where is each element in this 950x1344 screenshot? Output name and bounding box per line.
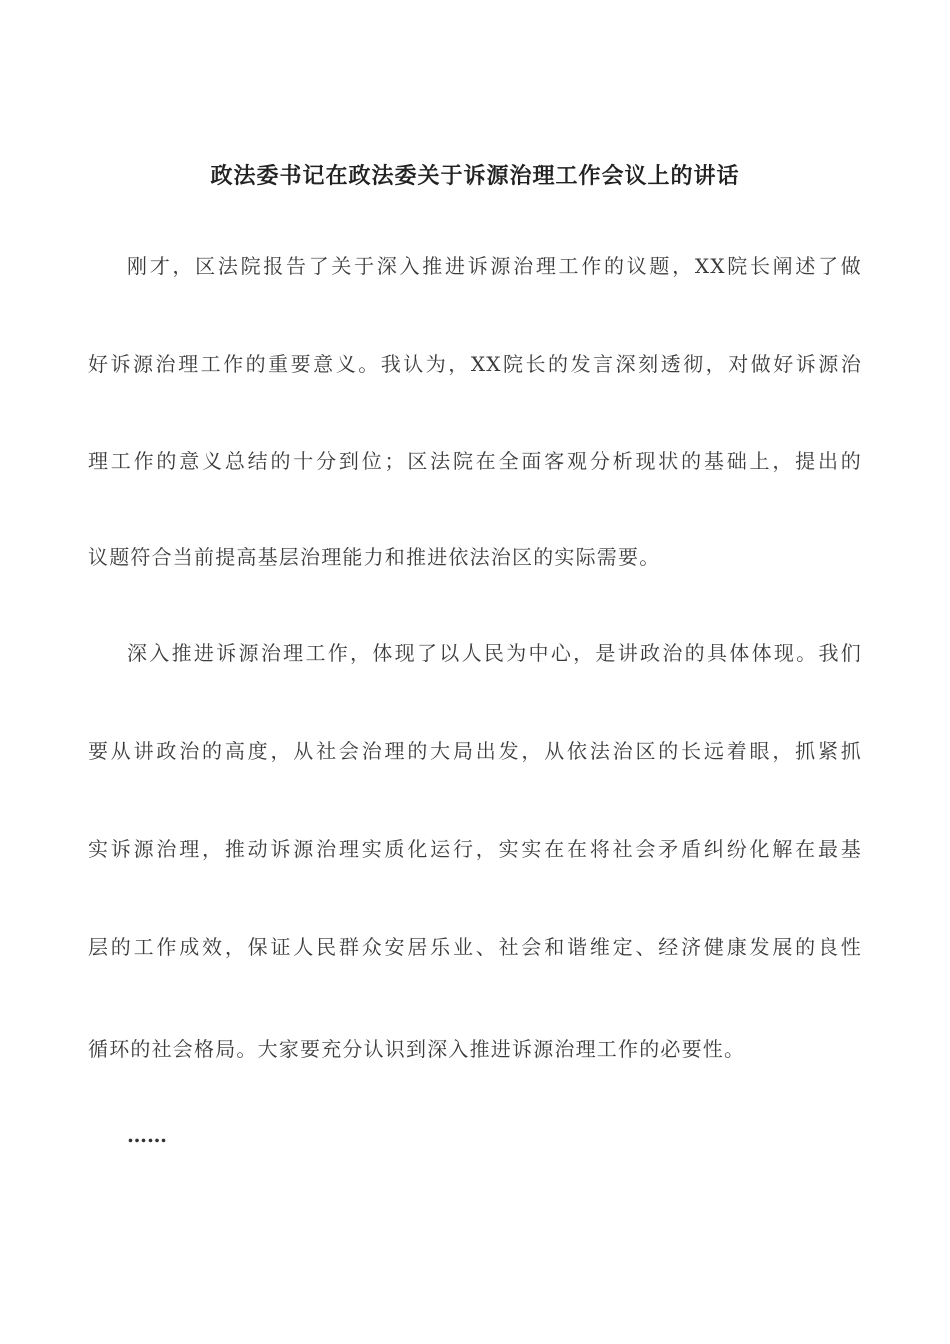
paragraph-2-line-1: 深入推进诉源治理工作，体现了以人民为中心，是讲政治的具体体现。我们	[127, 641, 862, 665]
paragraph-2-line-3: 实诉源治理，推动诉源治理实质化运行，实实在在将社会矛盾纠纷化解在最基	[88, 837, 862, 861]
paragraph-1-line-1: 刚才，区法院报告了关于深入推进诉源治理工作的议题，XX院长阐述了做	[127, 254, 862, 278]
paragraph-1-line-3: 理工作的意义总结的十分到位；区法院在全面客观分析现状的基础上，提出的	[88, 449, 862, 473]
paragraph-1-line-4: 议题符合当前提高基层治理能力和推进依法治区的实际需要。	[88, 545, 661, 569]
paragraph-2-line-4: 层的工作成效，保证人民群众安居乐业、社会和谐维定、经济健康发展的良性	[88, 935, 862, 959]
paragraph-2-line-2: 要从讲政治的高度，从社会治理的大局出发，从依法治区的长远着眼，抓紧抓	[88, 739, 862, 763]
document-title: 政法委书记在政法委关于诉源治理工作会议上的讲话	[210, 163, 740, 189]
paragraph-1-line-2: 好诉源治理工作的重要意义。我认为，XX院长的发言深刻透彻，对做好诉源治	[88, 352, 862, 376]
paragraph-2-line-5: 循环的社会格局。大家要充分认识到深入推进诉源治理工作的必要性。	[88, 1037, 746, 1061]
continuation-ellipsis: ……	[127, 1123, 167, 1147]
